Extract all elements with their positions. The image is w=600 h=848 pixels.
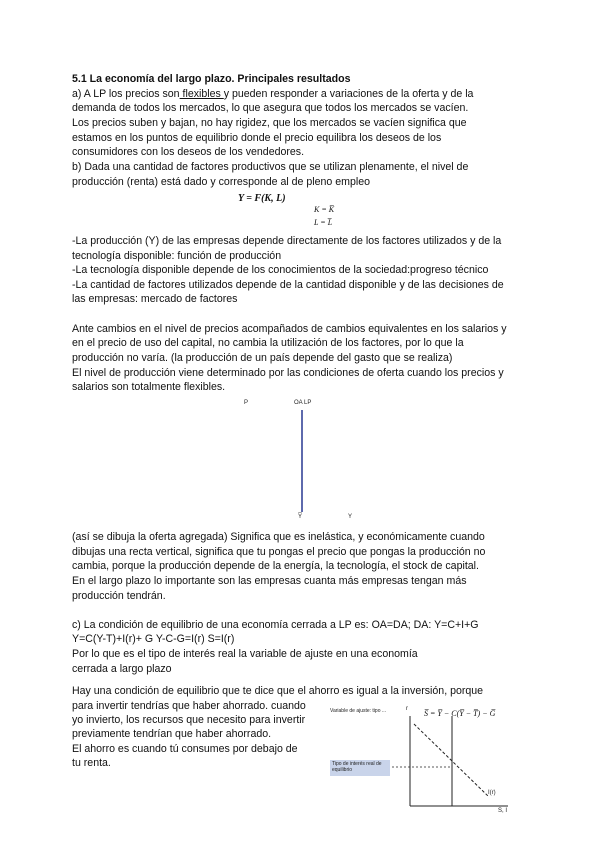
paragraph-line: c) La condición de equilibrio de una economía cerrada a LP es: OA=DA; DA: Y=C+I+G (72, 619, 479, 631)
paragraph-line: producción tendrán. (72, 590, 166, 602)
savings-formula: S̅ = Y̅ − C(Y̅ − T̅) − G̅ (424, 709, 496, 718)
paragraph-line: Por lo que es el tipo de interés real la variable de ajuste en una economía (72, 648, 418, 660)
investment-curve (414, 724, 488, 796)
capital-formula: K = K̅ (314, 205, 335, 214)
paragraph-line: Hay una condición de equilibrio que te dice que el ahorro es igual a la inversión, porque (72, 685, 484, 697)
paragraph-line: dibujas una recta vertical, significa que tu pongas el precio que pongas la producción no (72, 546, 486, 558)
paragraph-line: cambia, porque la producción depende de la energía, la tecnología, el stock de capital. (72, 560, 479, 572)
interest-rate-axis-label: r (406, 706, 408, 712)
paragraph-line: en el precio de uso del capital, no cambia la utilización de los factores, por lo que la (72, 337, 464, 349)
full-employment-output-label: Y̅ (298, 514, 303, 520)
bullet-line: -La cantidad de factores utilizados depende de la cantidad disponible y de las decisiones de (72, 279, 504, 291)
paragraph-line: previamente tendrían que haber ahorrado. (72, 728, 272, 740)
price-axis-label: P (244, 400, 249, 406)
output-axis-label: Y (348, 514, 353, 520)
section-title: 5.1 La economía del largo plazo. Principales resultados (72, 73, 351, 85)
paragraph-line: para invertir tendrías que haber ahorrado. cuando (72, 700, 306, 712)
flexibles-link[interactable]: flexibles (179, 88, 224, 100)
paragraph-line: Y=C(Y-T)+I(r)+ G Y-C-G=I(r) S=I(r) (72, 633, 235, 645)
text: y pueden responder a variaciones de la oferta y de la (223, 88, 474, 100)
paragraph-line: (así se dibuja la oferta agregada) Significa que es inelástica, y económicamente cuando (72, 531, 485, 543)
paragraph-line: consumidores con los deseos de los vendedores. (72, 146, 305, 158)
labor-formula: L = L̅ (314, 218, 333, 227)
paragraph-line: producción no varía. (la producción de un país depende del gasto que se realiza) (72, 352, 453, 364)
oalp-curve-label: OA LP (294, 400, 312, 406)
paragraph-line: producción (renta) está dado y corresponde al de pleno empleo (72, 176, 370, 188)
paragraph-line: yo invierto, los recursos que necesito para invertir (72, 714, 306, 726)
paragraph-line: Los precios suben y bajan, no hay rigidez, que los mercados se vacíen significa que (72, 117, 467, 129)
investment-curve-label: I(r) (488, 790, 496, 796)
paragraph-line: En el largo plazo lo importante son las empresas cuanta más empresas tengan más (72, 575, 467, 587)
paragraph-line: demanda de todos los mercados, lo que asegura que todos los mercados se vacíen. (72, 102, 469, 114)
paragraph-line: salarios son totalmente flexibles. (72, 381, 226, 393)
bullet-line: -La tecnología disponible depende de los conocimientos de la sociedad:progreso técnico (72, 264, 489, 276)
bullet-line: tecnología disponible: función de producción (72, 250, 282, 262)
text: a) A LP los precios son (72, 88, 180, 100)
bullet-line: las empresas: mercado de factores (72, 293, 238, 305)
si-axis-label: S, I (498, 808, 508, 814)
paragraph-line: tu renta. (72, 757, 111, 769)
paragraph-line: cerrada a largo plazo (72, 663, 172, 675)
production-function-formula: Y = F(K, L) (238, 193, 286, 204)
paragraph-line: El nivel de producción viene determinado por las condiciones de oferta cuando los precios y (72, 367, 504, 379)
paragraph-line: Ante cambios en el nivel de precios acompañados de cambios equivalentes en los salarios y (72, 323, 507, 335)
equilibrium-rate-box-label: Tipo de interés real de equilibrio (332, 761, 382, 773)
paragraph-line: estamos en los puntos de equilibrio donde el precio equilibra los deseos de los (72, 132, 442, 144)
bullet-line: -La producción (Y) de las empresas depende directamente de los factores utilizados y de la (72, 235, 502, 247)
adjustment-variable-label: Variable de ajuste: tipo ... (330, 708, 387, 714)
paragraph-line: El ahorro es cuando tú consumes por debajo de (72, 743, 298, 755)
paragraph-line: b) Dada una cantidad de factores productivos que se utilizan plenamente, el nivel de (72, 161, 469, 173)
